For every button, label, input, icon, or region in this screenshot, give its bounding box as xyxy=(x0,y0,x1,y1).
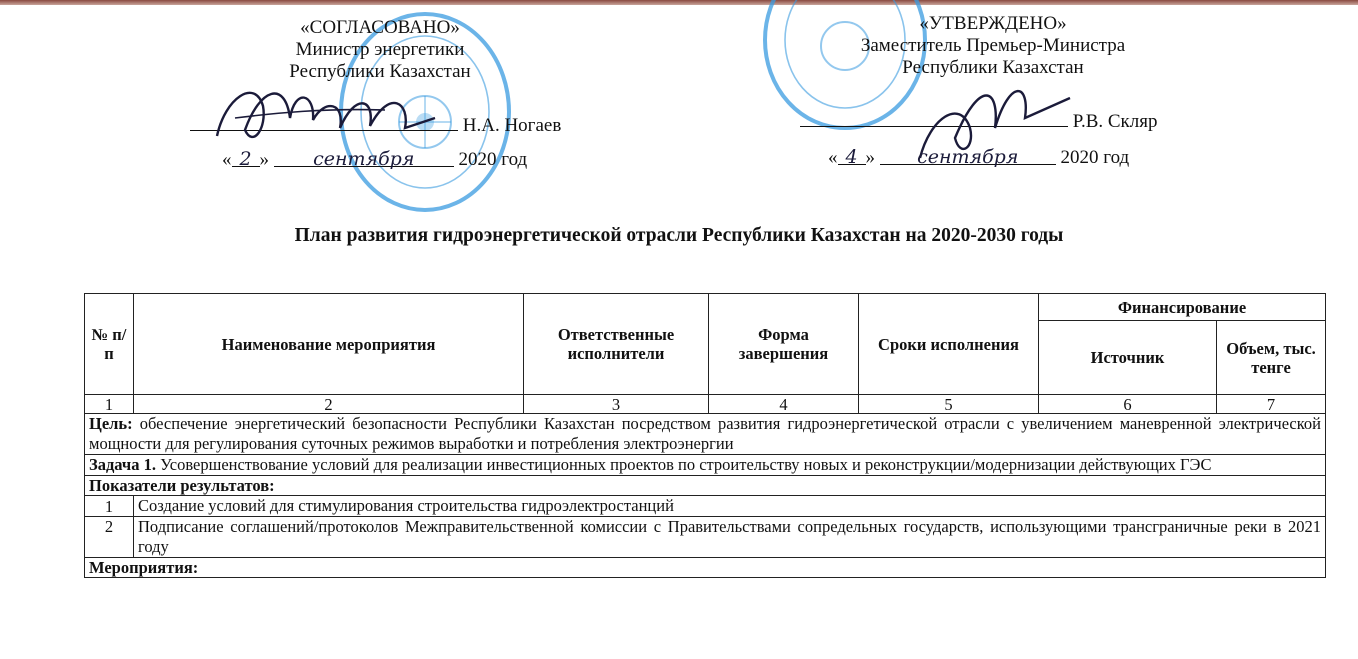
header-source: Источник xyxy=(1039,321,1217,395)
column-number: 7 xyxy=(1217,395,1326,414)
column-number: 4 xyxy=(709,395,859,414)
column-numbers-row xyxy=(85,395,1326,414)
column-number: 6 xyxy=(1039,395,1217,414)
approval-left-heading: «СОГЛАСОВАНО» xyxy=(300,17,460,38)
header-volume: Объем, тыс. тенге xyxy=(1217,321,1326,395)
measures-label: Мероприятия: xyxy=(85,558,1326,578)
approval-right-year: 2020 год xyxy=(1060,147,1130,168)
indicator-num: 1 xyxy=(85,496,134,517)
indicators-header-row xyxy=(85,476,1326,496)
indicator-num: 2 xyxy=(85,517,134,558)
goal-row xyxy=(85,414,1326,455)
measures-header-row xyxy=(85,558,1326,578)
column-number: 5 xyxy=(859,395,1039,414)
approval-left-position: Министр энергетики xyxy=(295,39,465,60)
approval-right-day: 4 xyxy=(838,146,866,165)
indicator-row xyxy=(85,496,1326,517)
approval-right-heading: «УТВЕРЖДЕНО» xyxy=(919,13,1067,34)
header-form: Форма завершения xyxy=(709,294,859,395)
header-num: № п/п xyxy=(85,294,134,395)
task-row xyxy=(85,455,1326,476)
signature-left xyxy=(205,58,475,158)
document-title: План развития гидроэнергетической отрасли Республики Казахстан на 2020-2030 годы xyxy=(294,225,1064,246)
column-number: 3 xyxy=(524,395,709,414)
scan-top-edge xyxy=(0,0,1358,5)
approval-left-day: 2 xyxy=(232,148,260,167)
approval-left-month: сентября xyxy=(274,148,454,167)
column-number: 1 xyxy=(85,395,134,414)
approval-left-date: « 2 » сентября 2020 год xyxy=(222,148,528,170)
approval-left-organization: Республики Казахстан xyxy=(289,61,471,82)
indicator-row xyxy=(85,517,1326,558)
plan-table xyxy=(84,293,1326,578)
approval-right-position: Заместитель Премьер-Министра xyxy=(860,35,1126,56)
task-text: Усовершенствование условий для реализации инвестиционных проектов по строительству новых и реконструкции/модернизации действующих ГЭС xyxy=(155,455,1212,474)
approval-right-date: « 4 » сентября 2020 год xyxy=(828,146,1130,168)
task-label: Задача 1. xyxy=(89,455,156,474)
approval-right-name: Р.В. Скляр xyxy=(1072,111,1158,132)
approval-left-year: 2020 год xyxy=(458,149,528,170)
header-responsible: Ответственные исполнители xyxy=(524,294,709,395)
indicators-label: Показатели результатов: xyxy=(85,476,1326,496)
goal-label: Цель: xyxy=(89,414,133,433)
goal-text: обеспечение энергетический безопасности Республики Казахстан посредством развития гидроэнергетической отрасли с увеличением маневренной электрической мощности для регулирования суточных режимов выработки и потребления электроэнергии xyxy=(89,414,1322,453)
approval-right-month: сентября xyxy=(880,146,1056,165)
approval-right-organization: Республики Казахстан xyxy=(902,57,1084,78)
indicator-text: Создание условий для стимулирования строительства гидроэлектростанций xyxy=(134,496,1326,517)
header-terms: Сроки исполнения xyxy=(859,294,1039,395)
column-number: 2 xyxy=(134,395,524,414)
indicator-text: Подписание соглашений/протоколов Межправительственной комиссии с Правительствами сопредельных государств, использующими трансграничные реки в 2021 году xyxy=(134,517,1326,558)
header-financing: Финансирование xyxy=(1039,294,1326,321)
approval-left-name: Н.А. Ногаев xyxy=(462,115,562,136)
header-name: Наименование мероприятия xyxy=(134,294,524,395)
